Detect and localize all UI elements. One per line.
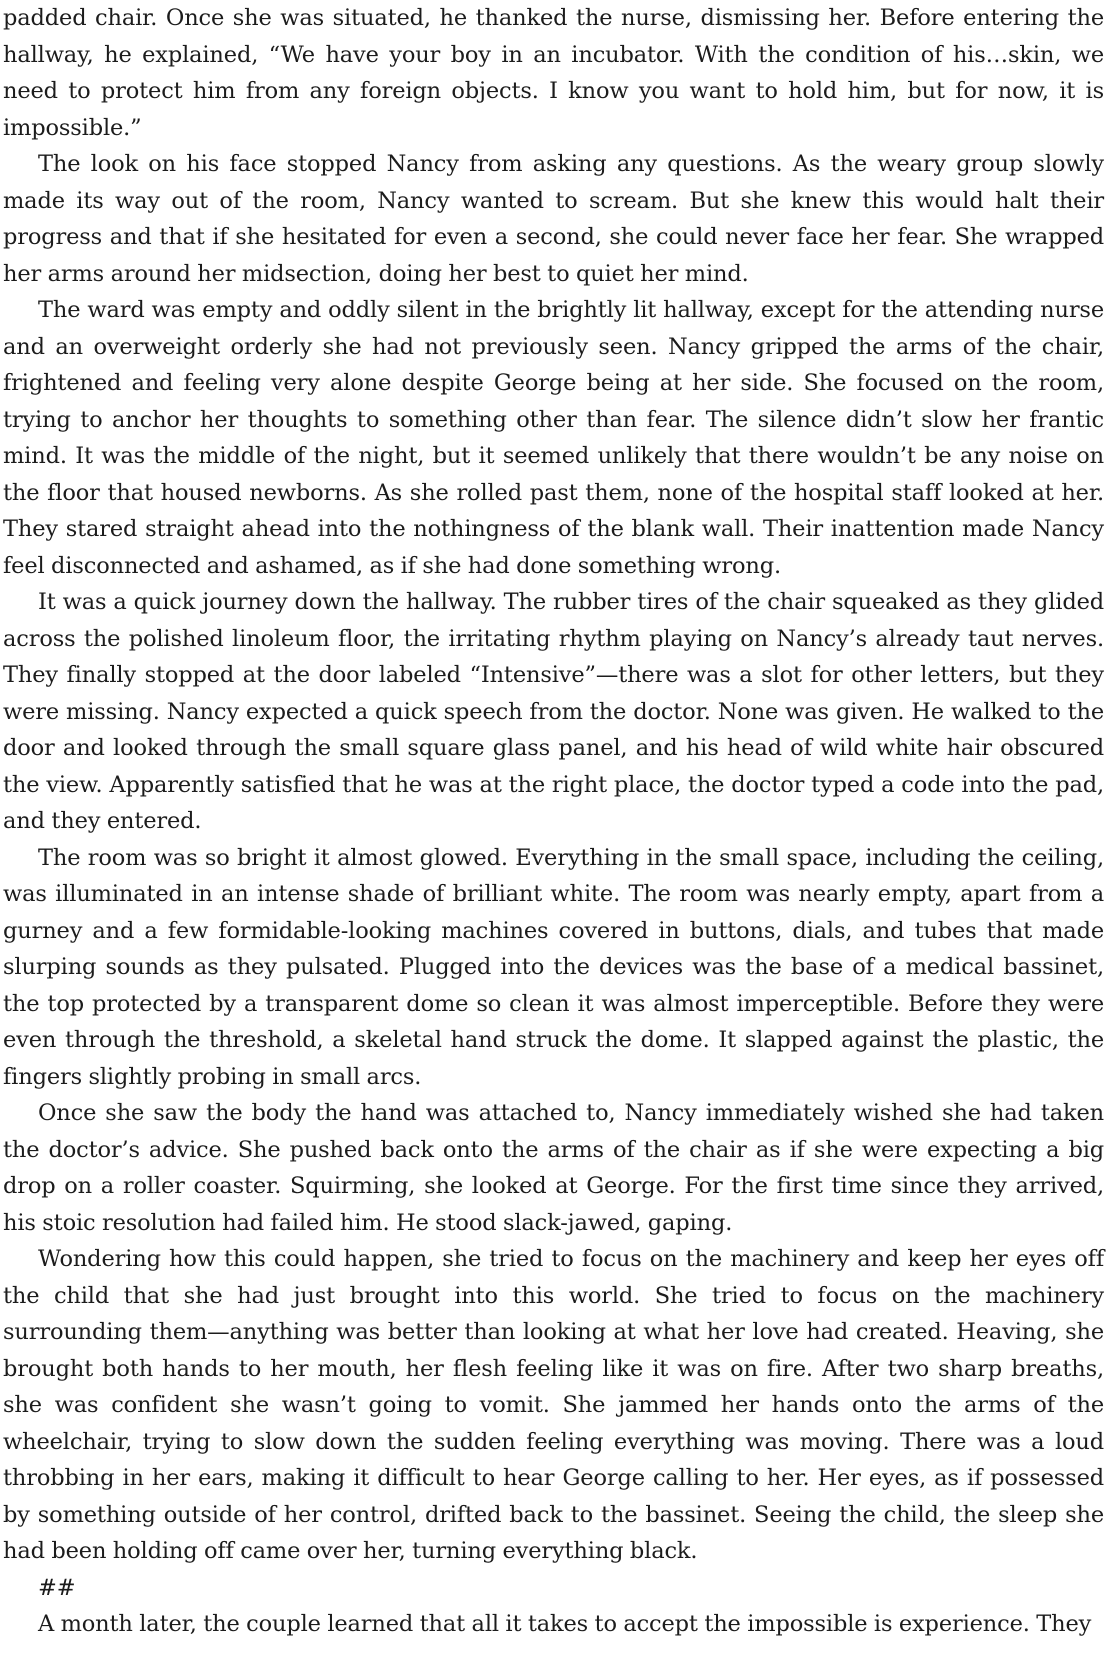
paragraph-bright-room: The room was so bright it almost glowed. Everything in the small space, including the ceiling, was illuminated in an intense shade of brilliant white. The room was nearly empty, apart from a gurney and a few formidable-looking machines covered in buttons, dials, and tubes that made slurping sounds as they pulsated. Plugged into the devices was the base of a medical bassinet, the top protected by a transparent dome so clean it was almost imperceptible. Before they were even through the threshold, a skeletal hand struck the dome. It slapped against the plastic, the fingers slightly probing in small arcs.	[3, 844, 1104, 1090]
paragraph-hallway-journey: It was a quick journey down the hallway. The rubber tires of the chair squeaked as they glided across the polished linoleum floor, the irritating rhythm playing on Nancy’s already taut nerves. They finally stopped at the door labeled “Intensive”—there was a slot for other letters, but they were missing. Nancy expected a quick speech from the doctor. None was given. He walked to the door and looked through the small square glass panel, and his head of wild white hair obscured the view. Apparently satisfied that he was at the right place, the doctor typed a code into the pad, and they entered.	[3, 589, 1104, 834]
scene-break: ##	[38, 1574, 76, 1601]
paragraph-wondering: Wondering how this could happen, she tried to focus on the machinery and keep her eyes off the child that she had just brought into this world. She tried to focus on the machinery surrounding them—anything was better than looking at what her love had created. Heaving, she brought both hands to her mouth, her flesh feeling like it was on fire. After two sharp breaths, she was confident she wasn’t going to vomit. She jammed her hands onto the arms of the wheelchair, trying to slow down the sudden feeling everything was moving. There was a loud throbbing in her ears, making it difficult to hear George calling to her. Her eyes, as if possessed by something outside of her control, drifted back to the bassinet. Seeing the child, the sleep she had been holding off came over her, turning everything black.	[3, 1246, 1104, 1564]
paragraph-body-attached: Once she saw the body the hand was attached to, Nancy immediately wished she had taken the doctor’s advice. She pushed back onto the arms of the chair as if she were expecting a big drop on a roller coaster. Squirming, she looked at George. For the first time since they arrived, his stoic resolution had failed him. He stood slack-jawed, gaping.	[3, 1100, 1104, 1236]
paragraph-month-later: A month later, the couple learned that all it takes to accept the impossible is experience. They	[38, 1611, 1092, 1637]
paragraph-ward-empty: The ward was empty and oddly silent in the brightly lit hallway, except for the attending nurse and an overweight orderly she had not previously seen. Nancy gripped the arms of the chair, frightened and feeling very alone despite George being at her side. She focused on the room, trying to anchor her thoughts to something other than fear. The silence didn’t slow her frantic mind. It was the middle of the night, but it seemed unlikely that there wouldn’t be any noise on the floor that housed newborns. As she rolled past them, none of the hospital staff looked at her. They stared straight ahead into the nothingness of the blank wall. Their inattention made Nancy feel disconnected and ashamed, as if she had done something wrong.	[3, 297, 1104, 579]
paragraph-continued: padded chair. Once she was situated, he thanked the nurse, dismissing her. Before entering the hallway, he explained, “We have your boy in an incubator. With the condition of his…skin, we need to protect him from any foreign objects. I know you want to hold him, but for now, it is impossible.”	[3, 5, 1104, 141]
paragraph-look-on-face: The look on his face stopped Nancy from asking any questions. As the weary group slowly made its way out of the room, Nancy wanted to scream. But she knew this would halt their progress and that if she hesitated for even a second, she could never face her fear. She wrapped her arms around her midsection, doing her best to quiet her mind.	[3, 151, 1104, 287]
book-page	[3, 0, 1104, 1643]
